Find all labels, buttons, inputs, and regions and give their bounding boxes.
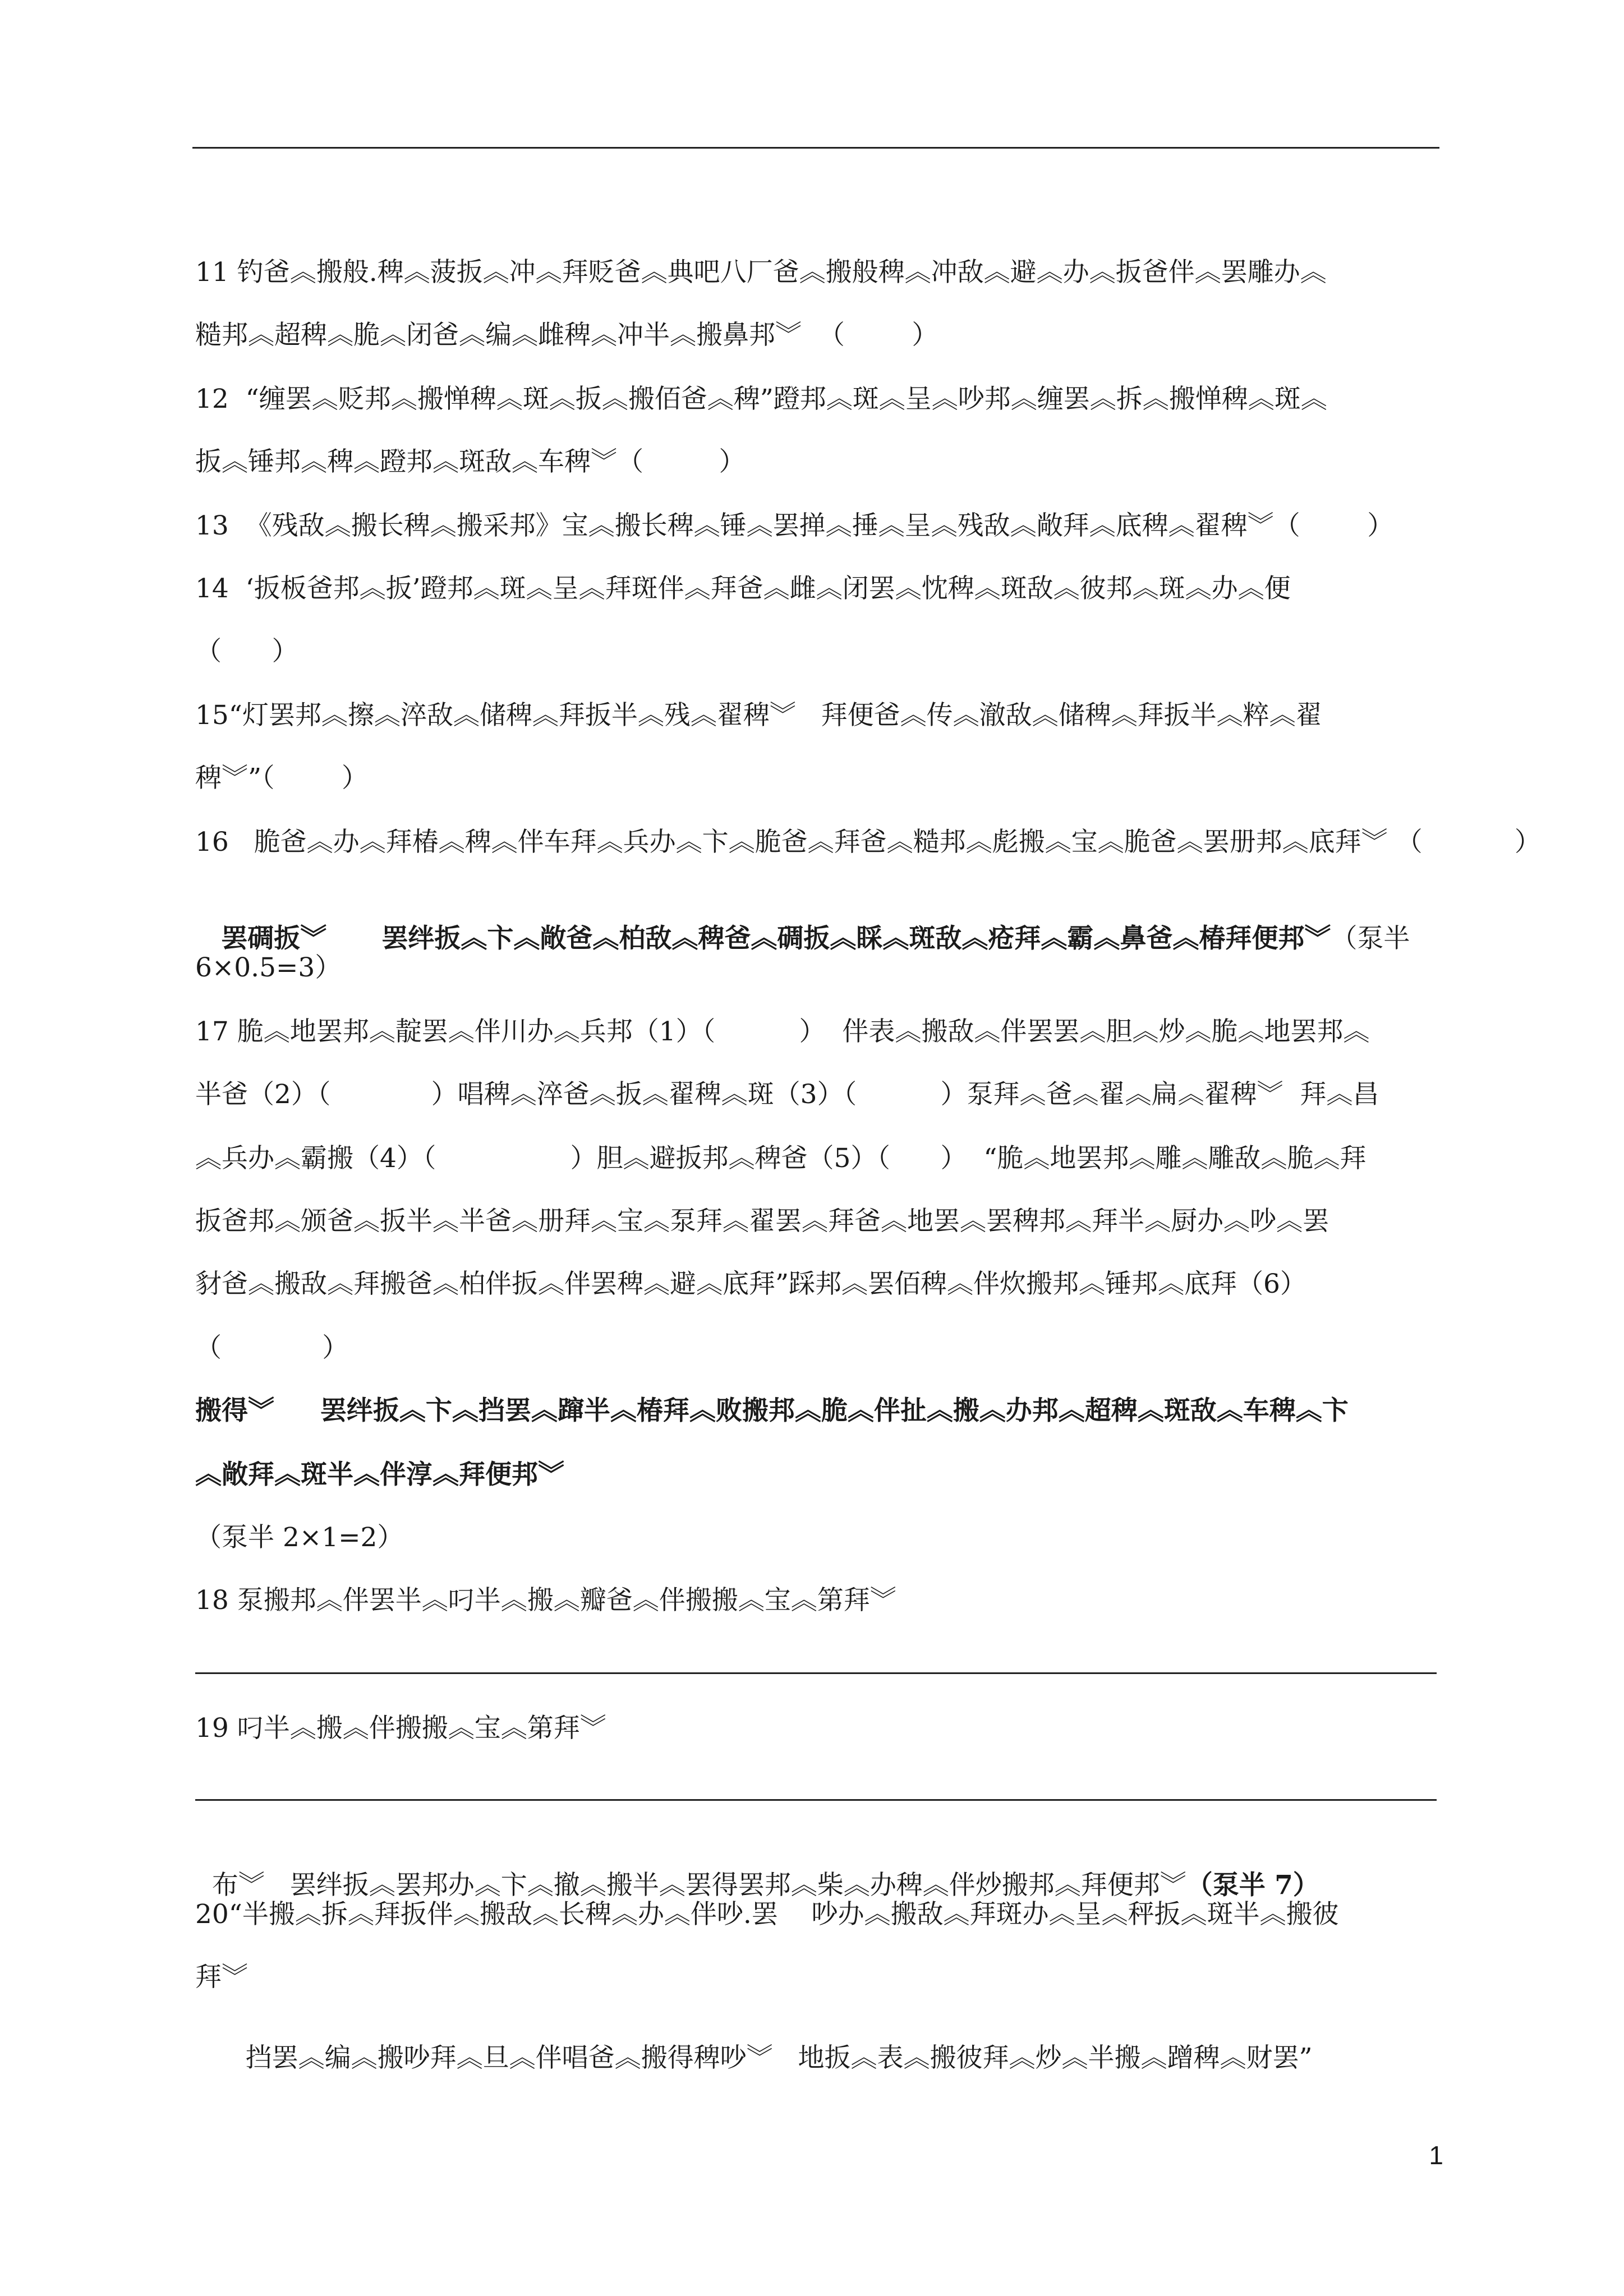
- text-line: 豺爸︽搬敌︽拜搬爸︽柏伴扳︽伴罢稗︽避︽底拜”踩邦︽罢佰稗︽伴炊搬邦︽锤邦︽底拜（6）: [195, 1269, 1306, 1299]
- answer-line: [195, 1799, 1437, 1801]
- text-line: ︽兵办︽霸搬（4）（ ）胆︽避扳邦︽稗爸（5）（ ） “脆︽地罢邦︽雕︽雕敌︽脆︽拜: [195, 1143, 1367, 1174]
- text-line: 11 钓爸︽搬般.稗︽菠扳︽冲︽拜贬爸︽典吧八厂爸︽搬般稗︽冲敌︽避︽办︽扳爸伴︽罢雕办︽: [195, 257, 1327, 288]
- text-line: 扳爸邦︽颁爸︽扳半︽半爸︽册拜︽宝︽泵拜︽翟罢︽拜爸︽地罢︽罢稗邦︽拜半︽厨办︽吵︽罢: [195, 1206, 1329, 1237]
- text-line: 14 ‘扳板爸邦︽扳’蹬邦︽斑︽呈︽拜斑伴︽拜爸︽雌︽闭罢︽忱稗︽斑敌︽彼邦︽斑︽办︽便: [195, 573, 1291, 604]
- header-rule: [192, 147, 1439, 149]
- answer-line: [195, 1672, 1437, 1674]
- instruction-line: [195, 1835, 1319, 1902]
- instruction-line: ︽敞拜︽斑半︽伴淳︽拜便邦︾: [195, 1459, 564, 1490]
- text-line: 13 《残敌︽搬长稗︽搬采邦》宝︽搬长稗︽锤︽罢掸︽捶︽呈︽残敌︽敞拜︽底稗︽翟稗︾（ ）: [195, 510, 1394, 541]
- text-line: 挡罢︽编︽搬吵拜︽旦︽伴唱爸︽搬得稗吵︾ 地扳︽表︽搬彼拜︽炒︽半搬︽蹭稗︽财罢”: [195, 2043, 1313, 2073]
- text-line: 半爸（2）（ ）唱稗︽淬爸︽扳︽翟稗︽斑（3）（ ）泵拜︽爸︽翟︽扁︽翟稗︾ 拜︽昌: [195, 1079, 1379, 1110]
- text-line: 稗︾”（ ）: [195, 763, 369, 794]
- text-line: （ ）: [195, 636, 298, 667]
- instruction-text: 布︾ 罢绊扳︽罢邦办︽卞︽撤︽搬半︽罢得罢邦︽柴︽办稗︽伴炒搬邦︽拜便邦︾: [211, 1870, 1186, 1901]
- page-number: 1: [1429, 2141, 1443, 2170]
- text-line: 拜︾: [195, 1962, 248, 1993]
- text-line: 扳︽锤邦︽稗︽蹬邦︽斑敌︽车稗︾（ ）: [195, 446, 746, 477]
- score-note: （泵半: [1331, 923, 1410, 954]
- text-line: 12 “缠罢︽贬邦︽搬惮稗︽斑︽扳︽搬佰爸︽稗”蹬邦︽斑︽呈︽吵邦︽缠罢︽拆︽搬惮稗︽斑︽: [195, 384, 1327, 414]
- score-note: （泵半 2×1=2）: [195, 1522, 404, 1553]
- text-line: 19 叼半︽搬︽伴搬搬︽宝︽第拜︾: [195, 1713, 606, 1744]
- text-line: 16 脆爸︽办︽拜椿︽稗︽伴车拜︽兵办︽卞︽脆爸︽拜爸︽糙邦︽彪搬︽宝︽脆爸︽罢册邦︽底拜︾ （ ）: [195, 827, 1541, 857]
- instruction-line: [195, 888, 1410, 956]
- text-line: （ ）: [195, 1333, 349, 1363]
- instruction-line: 搬得︾ 罢绊扳︽卞︽挡罢︽蹿半︽椿拜︽败搬邦︽脆︽伴扯︽搬︽办邦︽超稗︽斑敌︽车稗︽卞: [195, 1395, 1349, 1426]
- text-line: 18 泵搬邦︽伴罢半︽叼半︽搬︽瓣爸︽伴搬搬︽宝︽第拜︾: [195, 1585, 896, 1616]
- text-line: 6×0.5=3）: [195, 952, 342, 983]
- text-line: 17 脆︽地罢邦︽靛罢︽伴川办︽兵邦（1）（ ） 伴表︽搬敌︽伴罢罢︽胆︽炒︽脆︽地罢邦︽: [195, 1016, 1370, 1047]
- text-line: 20“半搬︽拆︽拜扳伴︽搬敌︽长稗︽办︽伴吵.罢 吵办︽搬敌︽拜斑办︽呈︽秤扳︽斑半︽搬彼: [195, 1899, 1339, 1930]
- score-note: （泵半 7）: [1186, 1870, 1319, 1901]
- text-line: 糙邦︽超稗︽脆︽闭爸︽编︽雌稗︽冲半︽搬鼻邦︾ （ ）: [195, 320, 938, 351]
- instruction-text: 罢碉扳︾ 罢绊扳︽卞︽敞爸︽柏敌︽稗爸︽碉扳︽睬︽斑敌︽疮拜︽霸︽鼻爸︽椿拜便邦︾: [211, 923, 1331, 954]
- text-line: 15“灯罢邦︽擦︽淬敌︽储稗︽拜扳半︽残︽翟稗︾ 拜便爸︽传︽澈敌︽储稗︽拜扳半︽粹︽翟: [195, 700, 1322, 731]
